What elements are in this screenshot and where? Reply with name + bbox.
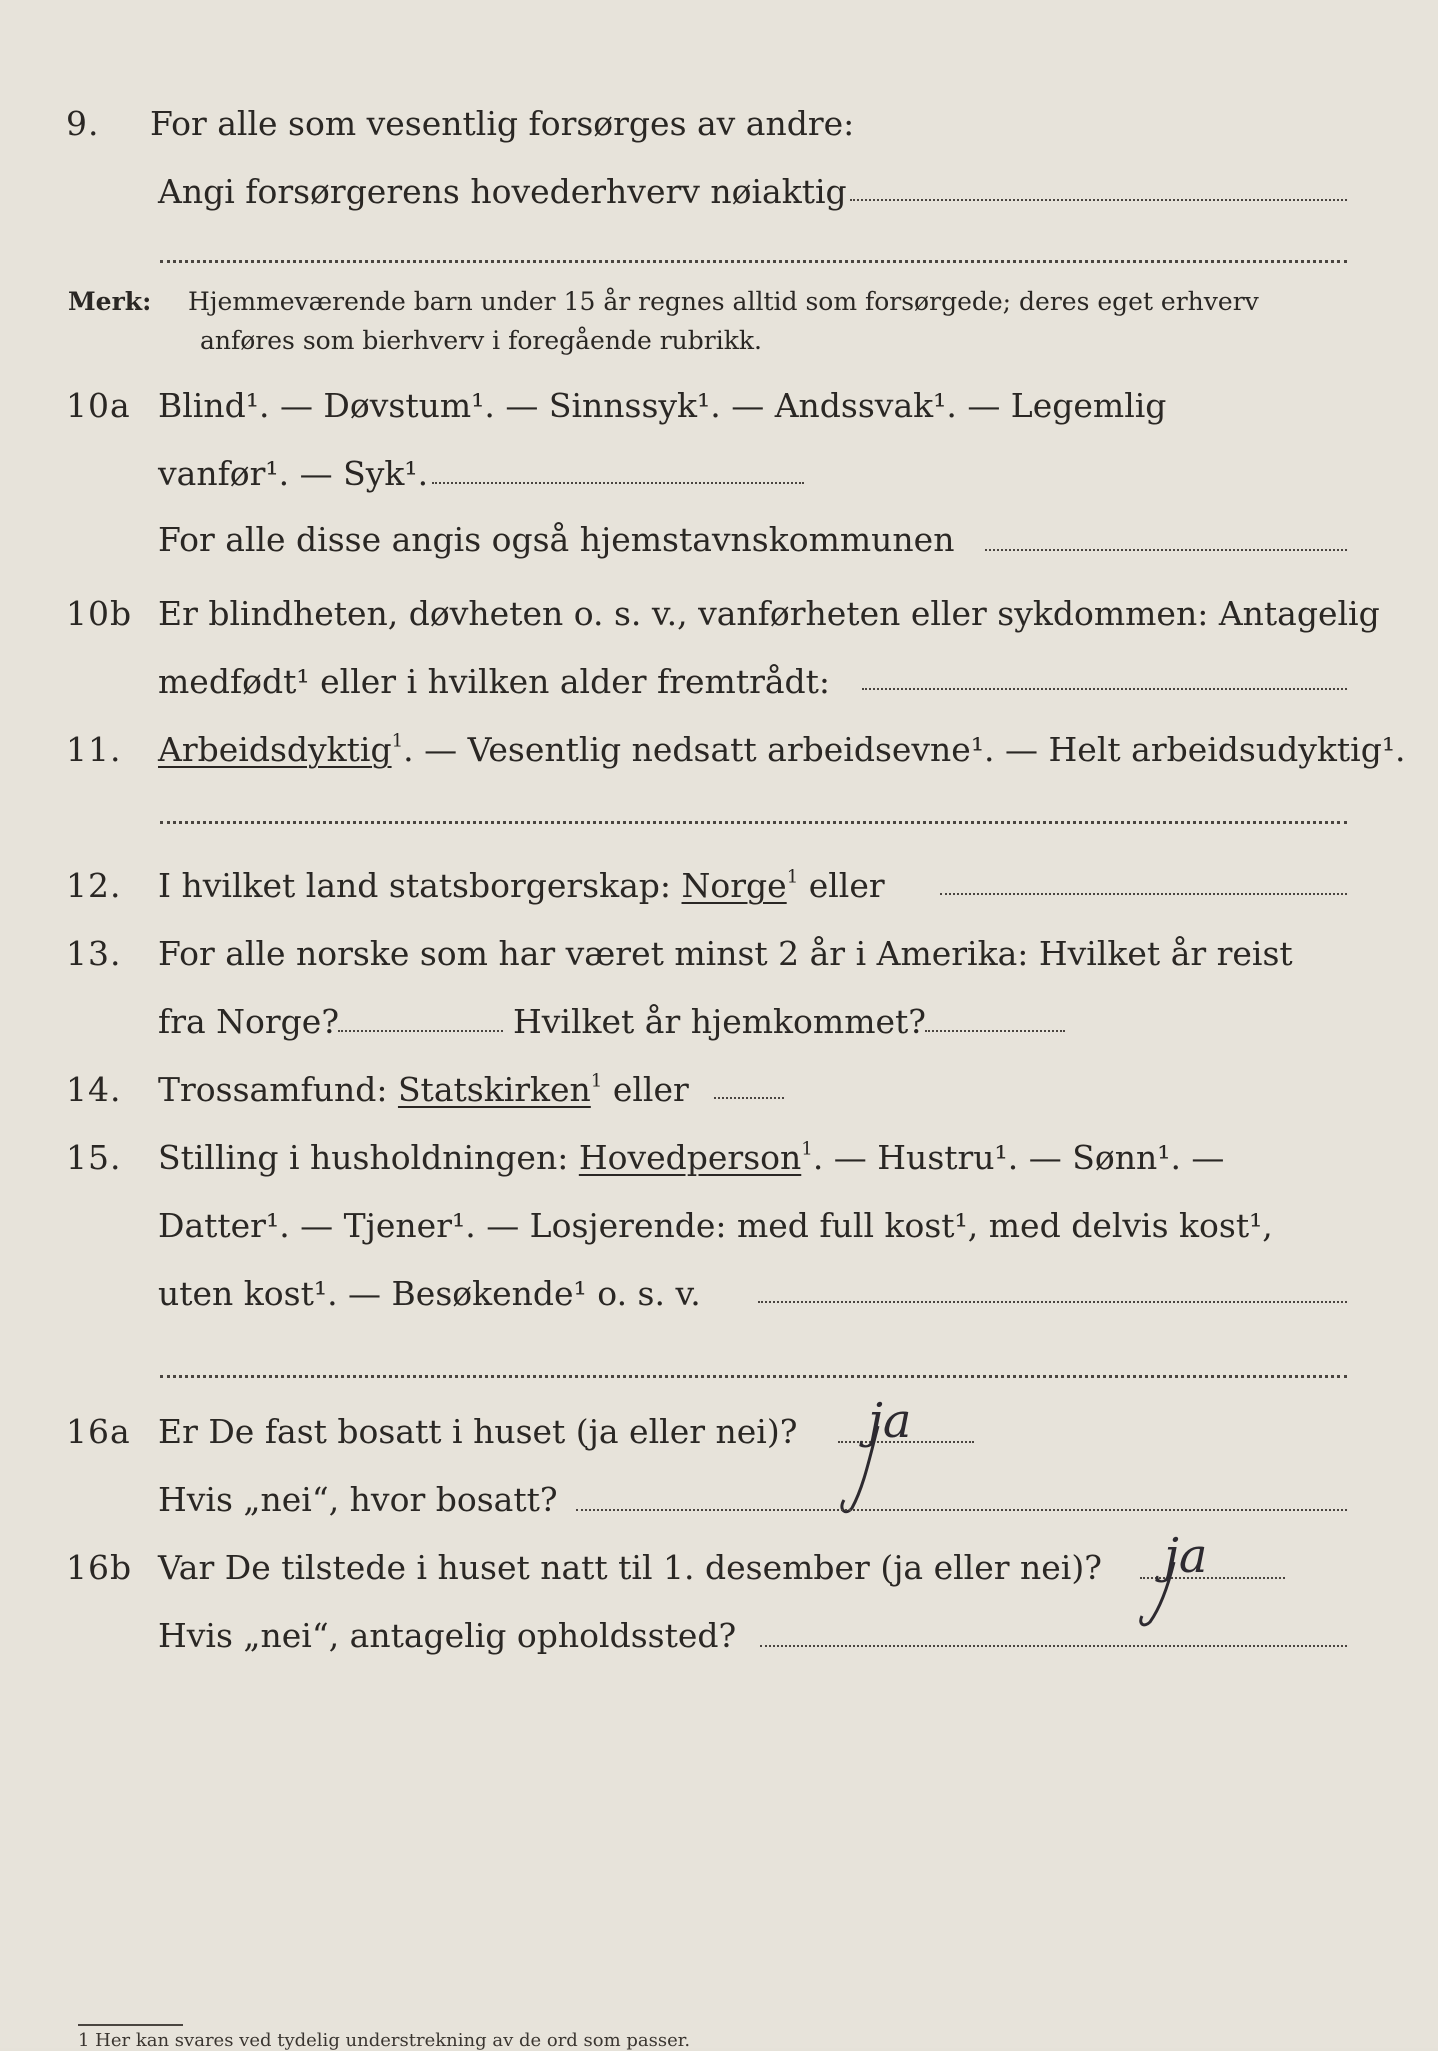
question-12 xyxy=(0,858,1438,918)
question-number: 13. xyxy=(66,934,122,973)
question-text: Hvis „nei“, hvor bosatt? xyxy=(158,1480,558,1519)
question-15-line-2 xyxy=(0,1198,1438,1258)
question-text: Var De tilstede i huset natt til 1. desember (ja eller nei)? xyxy=(158,1548,1102,1587)
question-text: . — Vesentlig nedsatt arbeidsevne¹. — Helt arbeidsudyktig¹. xyxy=(403,730,1406,769)
answer-line[interactable] xyxy=(160,821,1347,824)
answer-line[interactable] xyxy=(576,1509,1347,1511)
answer-line[interactable] xyxy=(758,1301,1347,1303)
question-text: Trossamfund: xyxy=(158,1070,398,1109)
selected-option: Arbeidsdyktig xyxy=(158,730,392,769)
question-9 xyxy=(0,96,1438,156)
question-10a xyxy=(0,378,1438,438)
handwritten-answer: ja xyxy=(1164,1528,1208,1584)
question-16b xyxy=(0,1540,1438,1600)
question-text: vanfør¹. — Syk¹. xyxy=(158,454,429,493)
answer-line[interactable] xyxy=(160,260,1347,263)
footnote-mark: 1 xyxy=(391,730,404,752)
note-merk-line-2 xyxy=(0,322,1438,362)
question-number: 16b xyxy=(66,1548,133,1587)
note-label: Merk: xyxy=(68,287,152,316)
question-text: Angi forsørgerens hovederhverv nøiaktig xyxy=(158,172,847,211)
question-13 xyxy=(0,926,1438,986)
question-9-line-2 xyxy=(0,164,1438,224)
selected-option: Hovedperson xyxy=(578,1138,802,1177)
question-16a xyxy=(0,1404,1438,1464)
question-10a-line-2 xyxy=(0,446,1438,506)
question-text: Hvilket år hjemkommet? xyxy=(513,1002,926,1041)
question-10b xyxy=(0,586,1438,646)
question-15 xyxy=(0,1130,1438,1190)
answer-line[interactable] xyxy=(760,1645,1347,1647)
question-10b-line-2 xyxy=(0,654,1438,714)
question-number: 11. xyxy=(66,730,122,769)
question-text: Er blindheten, døvheten o. s. v., vanførheten eller sykdommen: Antagelig xyxy=(158,594,1380,633)
question-text: Stilling i husholdningen: xyxy=(158,1138,579,1177)
answer-line[interactable] xyxy=(985,549,1347,551)
question-text: For alle norske som har været minst 2 år i Amerika: Hvilket år reist xyxy=(158,934,1293,973)
question-14 xyxy=(0,1062,1438,1122)
question-number: 15. xyxy=(66,1138,122,1177)
question-number: 14. xyxy=(66,1070,122,1109)
note-text: anføres som bierhverv i foregående rubrikk. xyxy=(200,326,762,355)
question-text: fra Norge? xyxy=(158,1002,340,1041)
question-text: For alle disse angis også hjemstavnskommunen xyxy=(158,520,955,559)
footnote-mark: 1 xyxy=(590,1070,603,1092)
question-11 xyxy=(0,722,1438,782)
question-text: . — Hustru¹. — Sønn¹. — xyxy=(812,1138,1225,1177)
answer-line[interactable] xyxy=(160,1375,1347,1378)
footnote-mark: 1 xyxy=(786,866,799,888)
selected-option: Norge xyxy=(681,866,787,905)
question-text: Datter¹. — Tjener¹. — Losjerende: med full kost¹, med delvis kost¹, xyxy=(158,1206,1273,1245)
question-text: For alle som vesentlig forsørges av andre: xyxy=(150,104,855,143)
question-10a-line-3 xyxy=(0,512,1438,572)
footnote: 1 Her kan svares ved tydelig understrekning av de ord som passer. xyxy=(78,2030,691,2051)
answer-line[interactable] xyxy=(714,1097,784,1099)
question-number: 9. xyxy=(66,104,100,143)
question-text: eller xyxy=(798,866,885,905)
answer-line[interactable] xyxy=(862,688,1347,690)
question-number: 12. xyxy=(66,866,122,905)
footnote-rule xyxy=(78,2024,183,2026)
question-text: eller xyxy=(602,1070,689,1109)
note-text: Hjemmeværende barn under 15 år regnes alltid som forsørgede; deres eget erhverv xyxy=(188,287,1259,316)
question-number: 10b xyxy=(66,594,133,633)
selected-option: Statskirken xyxy=(397,1070,591,1109)
answer-line[interactable] xyxy=(925,1030,1065,1032)
question-text: medfødt¹ eller i hvilken alder fremtrådt: xyxy=(158,662,831,701)
answer-line[interactable] xyxy=(432,482,804,484)
footnote-mark: 1 xyxy=(801,1138,813,1160)
note-merk xyxy=(0,283,1438,323)
question-16b-line-2 xyxy=(0,1608,1438,1668)
question-13-line-2 xyxy=(0,994,1438,1054)
question-text: Er De fast bosatt i huset (ja eller nei)? xyxy=(158,1412,798,1451)
answer-line[interactable] xyxy=(940,893,1347,895)
question-number: 16a xyxy=(66,1412,131,1451)
question-15-line-3 xyxy=(0,1266,1438,1326)
question-16a-line-2 xyxy=(0,1472,1438,1532)
question-text: Blind¹. — Døvstum¹. — Sinnssyk¹. — Andssvak¹. — Legemlig xyxy=(158,386,1167,425)
question-number: 10a xyxy=(66,386,131,425)
handwritten-answer: ja xyxy=(868,1393,912,1449)
answer-line[interactable] xyxy=(338,1030,503,1032)
question-text: uten kost¹. — Besøkende¹ o. s. v. xyxy=(158,1274,701,1313)
question-text: I hvilket land statsborgerskap: xyxy=(158,866,682,905)
question-text: Hvis „nei“, antagelig opholdssted? xyxy=(158,1616,737,1655)
answer-line[interactable] xyxy=(850,199,1347,201)
